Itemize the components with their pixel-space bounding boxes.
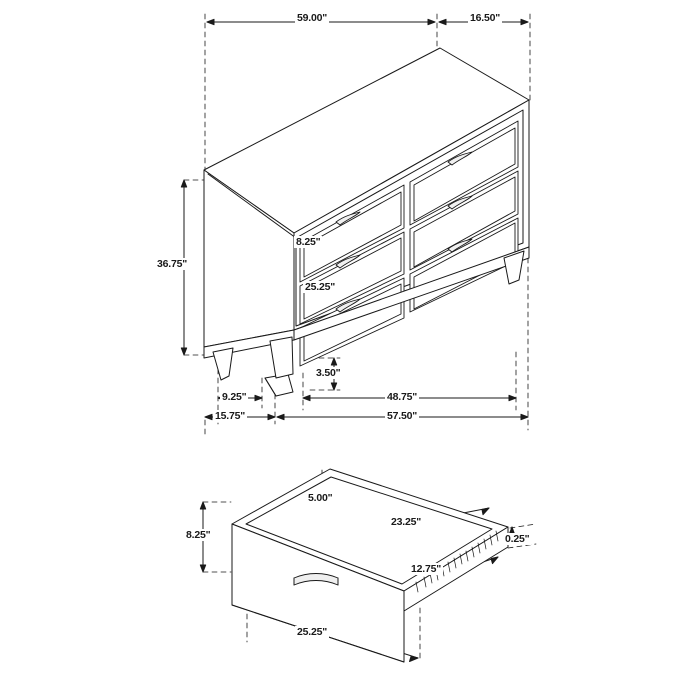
dresser-leg-front-left bbox=[213, 348, 233, 380]
dim-label-drawer-width: 25.25" bbox=[297, 626, 328, 638]
dim-label-drawer-front-height: 8.25" bbox=[296, 236, 321, 248]
dim-label-foot-depth: 9.25" bbox=[222, 391, 247, 403]
dim-label-panel-thickness: 0.25" bbox=[505, 533, 530, 545]
dim-label-top-depth: 16.50" bbox=[470, 12, 501, 24]
dim-label-exterior-height: 8.25" bbox=[186, 529, 211, 541]
dim-label-interior-width: 23.25" bbox=[391, 516, 422, 528]
dresser-leg-front-right bbox=[270, 337, 293, 378]
dim-label-top-width: 59.00" bbox=[297, 12, 328, 24]
dim-label-overall-height: 36.75" bbox=[157, 258, 188, 270]
dim-label-base-depth: 15.75" bbox=[215, 410, 246, 422]
dim-label-drawer-front-width: 25.25" bbox=[305, 281, 336, 293]
dim-label-interior-side-depth: 12.75" bbox=[411, 563, 442, 575]
dim-label-base-width-inner: 48.75" bbox=[387, 391, 418, 403]
dim-label-base-width-outer: 57.50" bbox=[387, 410, 418, 422]
dim-label-interior-depth: 5.00" bbox=[308, 492, 333, 504]
dim-label-leg-height: 3.50" bbox=[316, 367, 341, 379]
drawer-box bbox=[232, 469, 508, 662]
